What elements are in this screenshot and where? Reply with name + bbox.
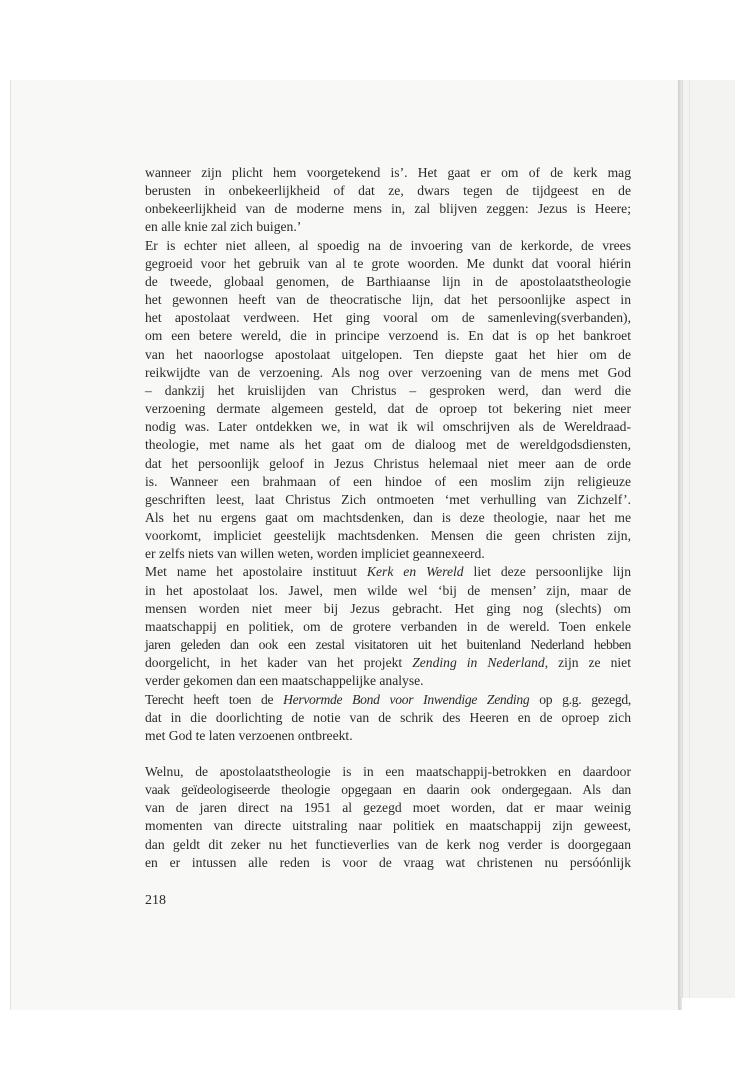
text-line: Er is echter niet alleen, al spoedig na de invoering van de kerkorde, de vrees: [145, 237, 631, 253]
body-text: [145, 164, 631, 872]
text-line: nodig was. Later ontdekken we, in wat ik wil omschrijven als de Wereldraad-: [145, 419, 631, 435]
text-run: Met name het apostolaire instituut: [145, 564, 367, 580]
text-line: gegroeid voor het gebruik van al te grote woorden. Me dunkt dat vooral hiérin: [145, 255, 631, 271]
text-line: [145, 691, 631, 709]
text-run: op g.g. gezegd,: [529, 691, 631, 707]
text-line: en er intussen alle reden is voor de vraag wat christenen nu persóónlijk: [145, 854, 631, 870]
text-line: verder gekomen dan een maatschappelijke analyse.: [145, 673, 424, 689]
text-line: Welnu, de apostolaatstheologie is in een maatschappij-betrokken en daardoor: [145, 764, 631, 779]
text-line: reikwijdte van de verzoening. Als nog over verzoening van de mens met God: [145, 364, 631, 380]
text-line: met God te laten verzoenen ontbreekt.: [145, 727, 353, 743]
text-line: [145, 654, 631, 672]
text-line: voorkomt, impliciet geestelijk machtsdenken. Mensen die geen christen zijn,: [145, 528, 631, 544]
text-line: in het apostolaat los. Jawel, men wilde wel ‘bij de mensen’ zijn, maar de: [145, 582, 631, 598]
text-line: mensen worden niet meer bij Jezus gebracht. Het ging nog (slechts) om: [145, 600, 631, 616]
page-edge: [682, 80, 735, 998]
text-run: liet deze persoonlijke lijn: [463, 564, 631, 580]
text-line: vaak geïdeologiseerde theologie opgegaan en daarin ook ondergegaan. Als dan: [145, 782, 631, 798]
text-line: [145, 563, 631, 581]
text-line: van de jaren direct na 1951 al gezegd moet worden, dat er maar weinig: [145, 800, 631, 816]
text-line: van het naoorlogse apostolaat uitgelopen. Ten diepste gaat het hier om de: [145, 346, 631, 362]
text-run: doorgelicht, in het kader van het projekt: [145, 655, 413, 671]
text-line: dan geldt dit zeker nu het functieverlies van de kerk nog verder is doorgegaan: [145, 836, 631, 852]
page-number: 218: [145, 893, 166, 908]
text-line: jaren geleden dan ook een zestal visitatoren uit het buitenland Nederland hebben: [145, 637, 631, 653]
text-line: wanneer zijn plicht hem voorgetekend is’. Het gaat er om of de kerk mag: [145, 165, 631, 180]
text-line: theologie, met name als het gaat om de dialoog met de wereldgodsdiensten,: [145, 437, 631, 453]
text-line: geschriften leest, laat Christus Zich ontmoeten ‘met verhulling van Zichzelf’.: [145, 491, 631, 507]
text-line: dat het persoonlijk geloof in Jezus Christus helemaal niet meer aan de orde: [145, 455, 631, 471]
text-line: de tweede, globaal genomen, de Barthiaanse lijn in de apostolaatstheologie: [145, 273, 631, 289]
text-line: – dankzij het kruislijden van Christus – gesproken werd, dan werd die: [145, 382, 631, 398]
text-line: verzoening dermate algemeen gesteld, dat de oproep tot bekering niet meer: [145, 401, 631, 417]
italic-title: Kerk en Wereld: [366, 564, 464, 580]
text-line: om een betere wereld, die in principe verzoend is. En dat is op het bankroet: [145, 328, 631, 344]
text-line: en alle knie zal zich buigen.’: [145, 219, 302, 235]
italic-title: Hervormde Bond voor Inwendige Zending: [283, 691, 530, 707]
text-line: is. Wanneer een brahmaan of een hindoe of een moslim zijn religieuze: [145, 473, 631, 489]
text-line: dat in die doorlichting de notie van de schrik des Heeren en de oproep zich: [145, 709, 631, 725]
text-line: momenten van directe uitstraling naar politiek en maatschappij zijn geweest,: [145, 818, 631, 834]
italic-title: Zending in Nederland: [412, 655, 545, 671]
text-run: Terecht heeft toen de: [145, 691, 284, 707]
text-line: het gewonnen heeft van de theocratische lijn, dat het persoonlijke aspect in: [145, 292, 631, 308]
text-run: , zijn ze niet: [544, 655, 631, 671]
text-line: onbekeerlijkheid van de moderne mens in, zal blijven zeggen: Jezus is Heere;: [145, 201, 631, 217]
text-line: berusten in onbekeerlijkheid of dat ze, dwars tegen de tijdgeest en de: [145, 183, 631, 199]
text-line: het apostolaat verdween. Het ging vooral om de samenleving(sverbanden),: [145, 310, 631, 326]
text-line: er zelfs niets van willen weten, worden impliciet geannexeerd.: [145, 546, 485, 562]
text-line: maatschappij en politiek, om de grotere verbanden in de wereld. Toen enkele: [145, 618, 631, 634]
text-line: Als het nu ergens gaat om machtsdenken, dan is deze theologie, naar het me: [145, 509, 631, 525]
paragraph-gap: [145, 745, 631, 763]
